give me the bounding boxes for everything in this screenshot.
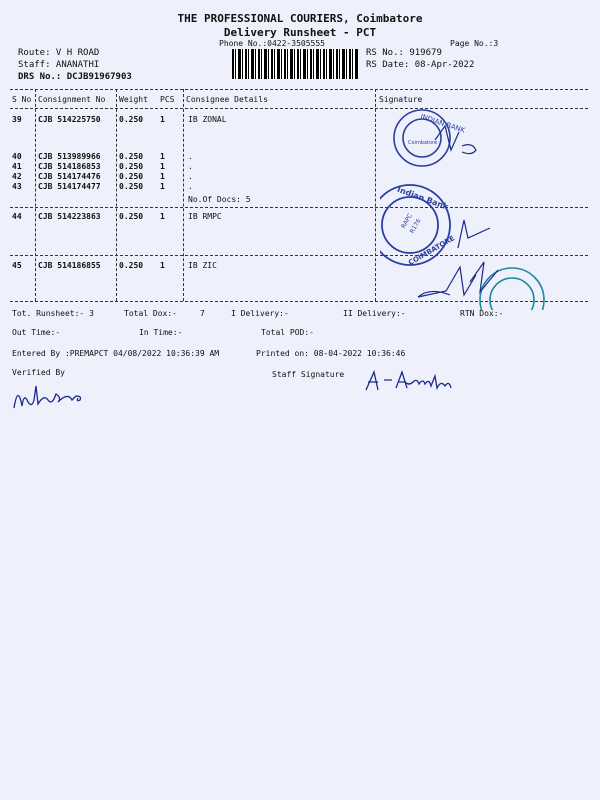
out-time: Out Time:-: [12, 328, 61, 337]
col-consignee: Consignee Details: [186, 95, 268, 104]
column-divider: [116, 89, 117, 301]
verified-by: Verified By: [12, 368, 65, 377]
stamp1-line2: Coimbatore: [408, 140, 438, 146]
stamp2-line1: Indian Bank: [395, 184, 450, 212]
total-dox-label: Total Dox:-: [124, 309, 177, 318]
phone-number: Phone No.:0422-3505555: [219, 39, 325, 48]
route: Route: V H ROAD: [18, 48, 100, 58]
stamp2-line3: R176: [408, 217, 423, 235]
i-delivery: I Delivery:-: [231, 309, 289, 318]
col-pcs: PCS: [160, 95, 175, 104]
column-divider: [35, 89, 36, 301]
total-dox-value: 7: [200, 309, 205, 318]
rtn-dox: RTN Dox:-: [460, 309, 504, 318]
barcode: [232, 49, 358, 79]
col-consignment: Consignment No: [38, 95, 106, 104]
rs-number: RS No.: 919679: [366, 48, 442, 58]
col-signature: Signature: [379, 95, 423, 104]
rs-date: RS Date: 08-Apr-2022: [366, 60, 475, 70]
staff-signature-label: Staff Signature: [272, 370, 345, 379]
verified-signature: [10, 378, 130, 413]
staff: Staff: ANANATHI: [18, 60, 100, 70]
col-weight: Weight: [119, 95, 148, 104]
stamp2-line2: RAPC: [400, 212, 415, 230]
no-of-docs: No.Of Docs: 5: [188, 195, 251, 204]
col-sno: S No: [12, 95, 32, 104]
stamp2-line4: COIMBATORE: [407, 234, 457, 268]
document-subtitle: Delivery Runsheet - PCT: [223, 26, 377, 39]
tot-runsheet: Tot. Runsheet:- 3: [12, 309, 94, 318]
column-divider: [375, 89, 376, 301]
signature-scribble: [418, 220, 490, 297]
staff-signature: [362, 366, 482, 396]
column-divider: [183, 89, 184, 301]
printed-on: Printed on: 08-04-2022 10:36:46: [256, 349, 406, 358]
stamp1-line1: INDIAN BANK: [419, 112, 466, 135]
total-pod: Total POD:-: [261, 328, 314, 337]
divider: [10, 89, 588, 90]
ii-delivery: II Delivery:-: [343, 309, 406, 318]
entered-by: Entered By :PREMAPCT 04/08/2022 10:36:39 AM: [12, 349, 220, 358]
drs-number: DRS No.: DCJB91967903: [18, 72, 132, 82]
in-time: In Time:-: [139, 328, 183, 337]
page-number: Page No.:3: [450, 39, 499, 48]
stamps-and-signatures: [380, 100, 590, 310]
teal-stamp: [480, 268, 544, 310]
document-title: THE PROFESSIONAL COURIERS, Coimbatore: [177, 12, 423, 25]
